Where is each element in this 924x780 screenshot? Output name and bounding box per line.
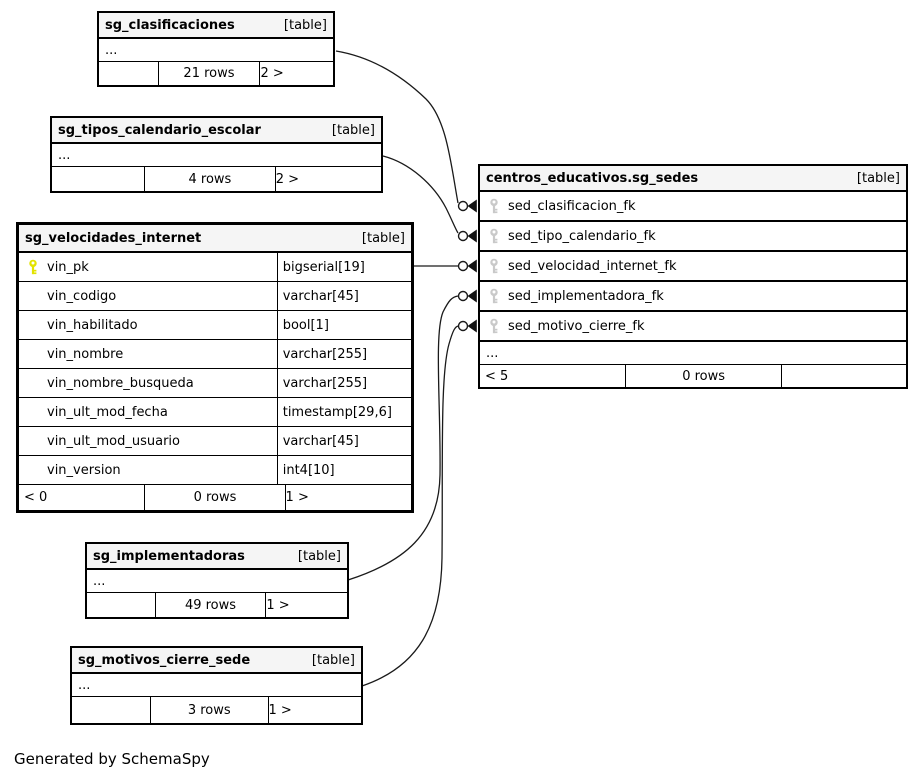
- column-type: timestamp[29,6]: [282, 404, 392, 420]
- foreign-key-icon: [486, 228, 501, 244]
- table-centros-educativos-sg-sedes[interactable]: [478, 164, 908, 389]
- column-row-vin-ult-mod-usuario: [19, 427, 411, 456]
- column-type: bool[1]: [282, 317, 329, 333]
- footer-next: 1 >: [285, 490, 309, 505]
- table-header[interactable]: [87, 544, 347, 570]
- column-row-vin-ult-mod-fecha: [19, 398, 411, 427]
- footer-prev: < 0: [24, 490, 48, 505]
- crowfoot-arrow-icon: [468, 320, 477, 333]
- column-name: sed_velocidad_internet_fk: [508, 258, 677, 274]
- column-name: vin_ult_mod_usuario: [47, 433, 180, 449]
- table-type-tag: [table]: [856, 170, 900, 186]
- table-header[interactable]: [52, 118, 381, 144]
- table-header[interactable]: [72, 648, 361, 674]
- crowfoot-arrow-icon: [468, 230, 477, 243]
- table-footer: [19, 485, 411, 510]
- primary-key-icon: [25, 259, 40, 275]
- foreign-key-icon: [486, 288, 501, 304]
- endpoint-velocidad-internet: [459, 260, 477, 273]
- zero-cardinality-circle-icon: [459, 322, 468, 331]
- table-type-tag: [table]: [361, 230, 405, 246]
- column-name: vin_version: [47, 462, 121, 478]
- column-name: vin_pk: [47, 259, 89, 275]
- footer-next: 1 >: [268, 702, 292, 718]
- column-name: sed_clasificacion_fk: [508, 198, 636, 214]
- footer-prev: [99, 62, 158, 85]
- footer-prev: [87, 593, 155, 617]
- endpoint-tipo-calendario: [459, 230, 477, 243]
- column-row-vin-pk: [19, 253, 411, 282]
- column-name: sed_motivo_cierre_fk: [508, 318, 645, 334]
- footer-prev: [52, 167, 144, 191]
- footer-next: 2 >: [260, 66, 284, 81]
- column-name: vin_ult_mod_fecha: [47, 404, 168, 420]
- foreign-key-icon: [486, 198, 501, 214]
- ellipsis-row: ...: [87, 570, 347, 593]
- column-row-vin-nombre-busqueda: [19, 369, 411, 398]
- footer-row-count: 49 rows: [155, 593, 267, 617]
- footer-prev: [72, 697, 150, 723]
- crowfoot-arrow-icon: [468, 200, 477, 213]
- column-name: sed_implementadora_fk: [508, 288, 664, 304]
- endpoint-implementadora: [459, 290, 477, 303]
- column-row-sed-clasificacion-fk: [480, 192, 906, 222]
- foreign-key-icon: [486, 258, 501, 274]
- zero-cardinality-circle-icon: [459, 232, 468, 241]
- table-title[interactable]: sg_velocidades_internet: [25, 230, 202, 246]
- table-footer: [72, 697, 361, 723]
- ellipsis-row: ...: [72, 674, 361, 697]
- table-sg-velocidades-internet[interactable]: [16, 222, 414, 513]
- column-name: vin_codigo: [47, 288, 117, 304]
- column-row-vin-nombre: [19, 340, 411, 369]
- ellipsis-row: ...: [480, 342, 906, 365]
- table-footer: [99, 62, 333, 85]
- table-footer: [87, 593, 347, 617]
- table-footer: [480, 365, 906, 387]
- column-name: vin_nombre: [47, 346, 124, 362]
- ellipsis-row: ...: [99, 39, 333, 62]
- endpoint-clasificacion: [459, 200, 477, 213]
- connector-endpoints: [459, 200, 477, 333]
- column-type: varchar[45]: [282, 288, 359, 304]
- table-sg-clasificaciones[interactable]: [97, 11, 335, 87]
- table-type-tag: [table]: [283, 17, 327, 33]
- crowfoot-arrow-icon: [468, 260, 477, 273]
- table-sg-tipos-calendario-escolar[interactable]: [50, 116, 383, 193]
- table-title[interactable]: sg_tipos_calendario_escolar: [58, 122, 261, 138]
- foreign-key-icon: [486, 318, 501, 334]
- table-title[interactable]: sg_implementadoras: [93, 548, 245, 564]
- footer-next: [782, 365, 787, 387]
- column-type: int4[10]: [282, 462, 335, 478]
- generated-by-note: Generated by SchemaSpy: [14, 750, 210, 768]
- endpoint-motivo-cierre: [459, 320, 477, 333]
- column-type: varchar[255]: [282, 346, 368, 362]
- column-row-sed-motivo-cierre-fk: [480, 312, 906, 342]
- footer-row-count: 0 rows: [625, 365, 783, 387]
- table-title[interactable]: centros_educativos.sg_sedes: [486, 170, 699, 186]
- zero-cardinality-circle-icon: [459, 262, 468, 271]
- column-type: bigserial[19]: [282, 259, 365, 275]
- table-type-tag: [table]: [311, 652, 355, 668]
- column-row-sed-velocidad-internet-fk: [480, 252, 906, 282]
- table-header[interactable]: [480, 166, 906, 192]
- table-header[interactable]: [19, 225, 411, 253]
- column-row-sed-tipo-calendario-fk: [480, 222, 906, 252]
- footer-row-count: 21 rows: [158, 62, 261, 85]
- table-sg-implementadoras[interactable]: [85, 542, 349, 619]
- column-row-vin-version: [19, 456, 411, 485]
- footer-next: 2 >: [275, 171, 299, 187]
- column-type: varchar[45]: [282, 433, 359, 449]
- column-row-vin-codigo: [19, 282, 411, 311]
- footer-prev: < 5: [485, 368, 509, 384]
- table-header[interactable]: [99, 13, 333, 39]
- crowfoot-arrow-icon: [468, 290, 477, 303]
- column-name: vin_nombre_busqueda: [47, 375, 194, 391]
- table-title[interactable]: sg_motivos_cierre_sede: [78, 652, 251, 668]
- column-name: vin_habilitado: [47, 317, 138, 333]
- footer-next: 1 >: [266, 597, 290, 613]
- ellipsis-row: ...: [52, 144, 381, 167]
- column-name: sed_tipo_calendario_fk: [508, 228, 656, 244]
- footer-row-count: 0 rows: [144, 485, 285, 510]
- table-type-tag: [table]: [297, 548, 341, 564]
- table-title[interactable]: sg_clasificaciones: [105, 17, 235, 33]
- zero-cardinality-circle-icon: [459, 292, 468, 301]
- footer-row-count: 3 rows: [150, 697, 268, 723]
- column-row-vin-habilitado: [19, 311, 411, 340]
- table-footer: [52, 167, 381, 191]
- footer-row-count: 4 rows: [144, 167, 276, 191]
- zero-cardinality-circle-icon: [459, 202, 468, 211]
- table-sg-motivos-cierre-sede[interactable]: [70, 646, 363, 725]
- column-type: varchar[255]: [282, 375, 368, 391]
- column-row-sed-implementadora-fk: [480, 282, 906, 312]
- table-type-tag: [table]: [331, 122, 375, 138]
